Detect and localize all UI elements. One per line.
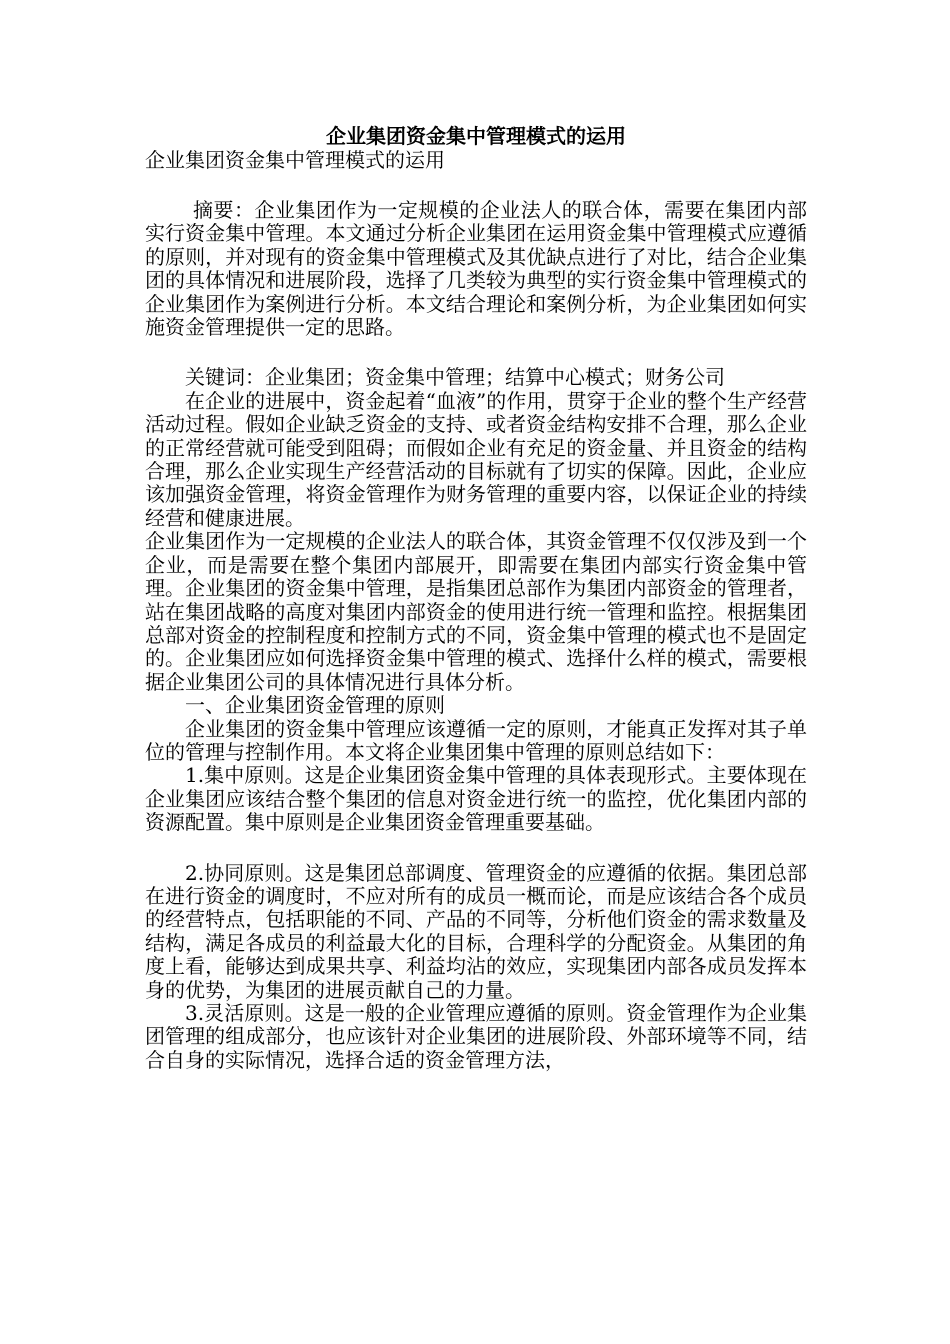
document-page xyxy=(145,124,807,1072)
keywords-line: 关键词：企业集团；资金集中管理；结算中心模式；财务公司 xyxy=(185,365,725,390)
principle-3-paragraph: 3.灵活原则。这是一般的企业管理应遵循的原则。资金管理作为企业集团管理的组成部分，也应该针对企业集团的进展阶段、外部环境等不同，结合自身的实际情况，选择合适的资金管理方法， xyxy=(145,1001,807,1072)
intro-paragraph-2: 企业集团作为一定规模的企业法人的联合体，其资金管理不仅仅涉及到一个企业，而是需要在整个集团内部展开，即需要在集团内部实行资金集中管理。企业集团的资金集中管理，是指集团总部作为集团内部资金的管理者，站在集团战略的高度对集团内部资金的使用进行统一管理和监控。根据集团总部对资金的控制程度和控制方式的不同，资金集中管理的模式也不是固定的。企业集团应如何选择资金集中管理的模式、选择什么样的模式，需要根据企业集团公司的具体情况进行具体分析。 xyxy=(145,529,807,694)
abstract-paragraph: 摘要：企业集团作为一定规模的企业法人的联合体，需要在集团内部实行资金集中管理。本文通过分析企业集团在运用资金集中管理模式应遵循的原则，并对现有的资金集中管理模式及其优缺点进行了对比，结合企业集团的具体情况和进展阶段，选择了几类较为典型的实行资金集中管理模式的企业集团作为案例进行分析。本文结合理论和案例分析，为企业集团如何实施资金管理提供一定的思路。 xyxy=(145,198,807,340)
intro-paragraph-1: 在企业的进展中，资金起着“血液”的作用，贯穿于企业的整个生产经营活动过程。假如企业缺乏资金的支持、或者资金结构安排不合理，那么企业的正常经营就可能受到阻碍；而假如企业有充足的资金量、并且资金的结构合理，那么企业实现生产经营活动的目标就有了切实的保障。因此，企业应该加强资金管理，将资金管理作为财务管理的重要内容，以保证企业的持续经营和健康进展。 xyxy=(145,388,807,530)
document-subtitle: 企业集团资金集中管理模式的运用 xyxy=(145,148,445,172)
section-heading-1: 一、企业集团资金管理的原则 xyxy=(185,693,445,718)
document-title: 企业集团资金集中管理模式的运用 xyxy=(326,124,626,148)
section-1-intro: 企业集团的资金集中管理应该遵循一定的原则，才能真正发挥对其子单位的管理与控制作用。本文将企业集团集中管理的原则总结如下： xyxy=(145,716,807,764)
principle-1-paragraph: 1.集中原则。这是企业集团资金集中管理的具体表现形式。主要体现在企业集团应该结合整个集团的信息对资金进行统一的监控，优化集团内部的资源配置。集中原则是企业集团资金管理重要基础。 xyxy=(145,763,807,835)
principle-2-paragraph: 2.协同原则。这是集团总部调度、管理资金的应遵循的依据。集团总部在进行资金的调度时，不应对所有的成员一概而论，而是应该结合各个成员的经营特点，包括职能的不同、产品的不同等，分析他们资金的需求数量及结构，满足各成员的利益最大化的目标，合理科学的分配资金。从集团的角度上看，能够达到成果共享、利益均沾的效应，实现集团内部各成员发挥本身的优势，为集团的进展贡献自己的力量。 xyxy=(145,860,807,1002)
